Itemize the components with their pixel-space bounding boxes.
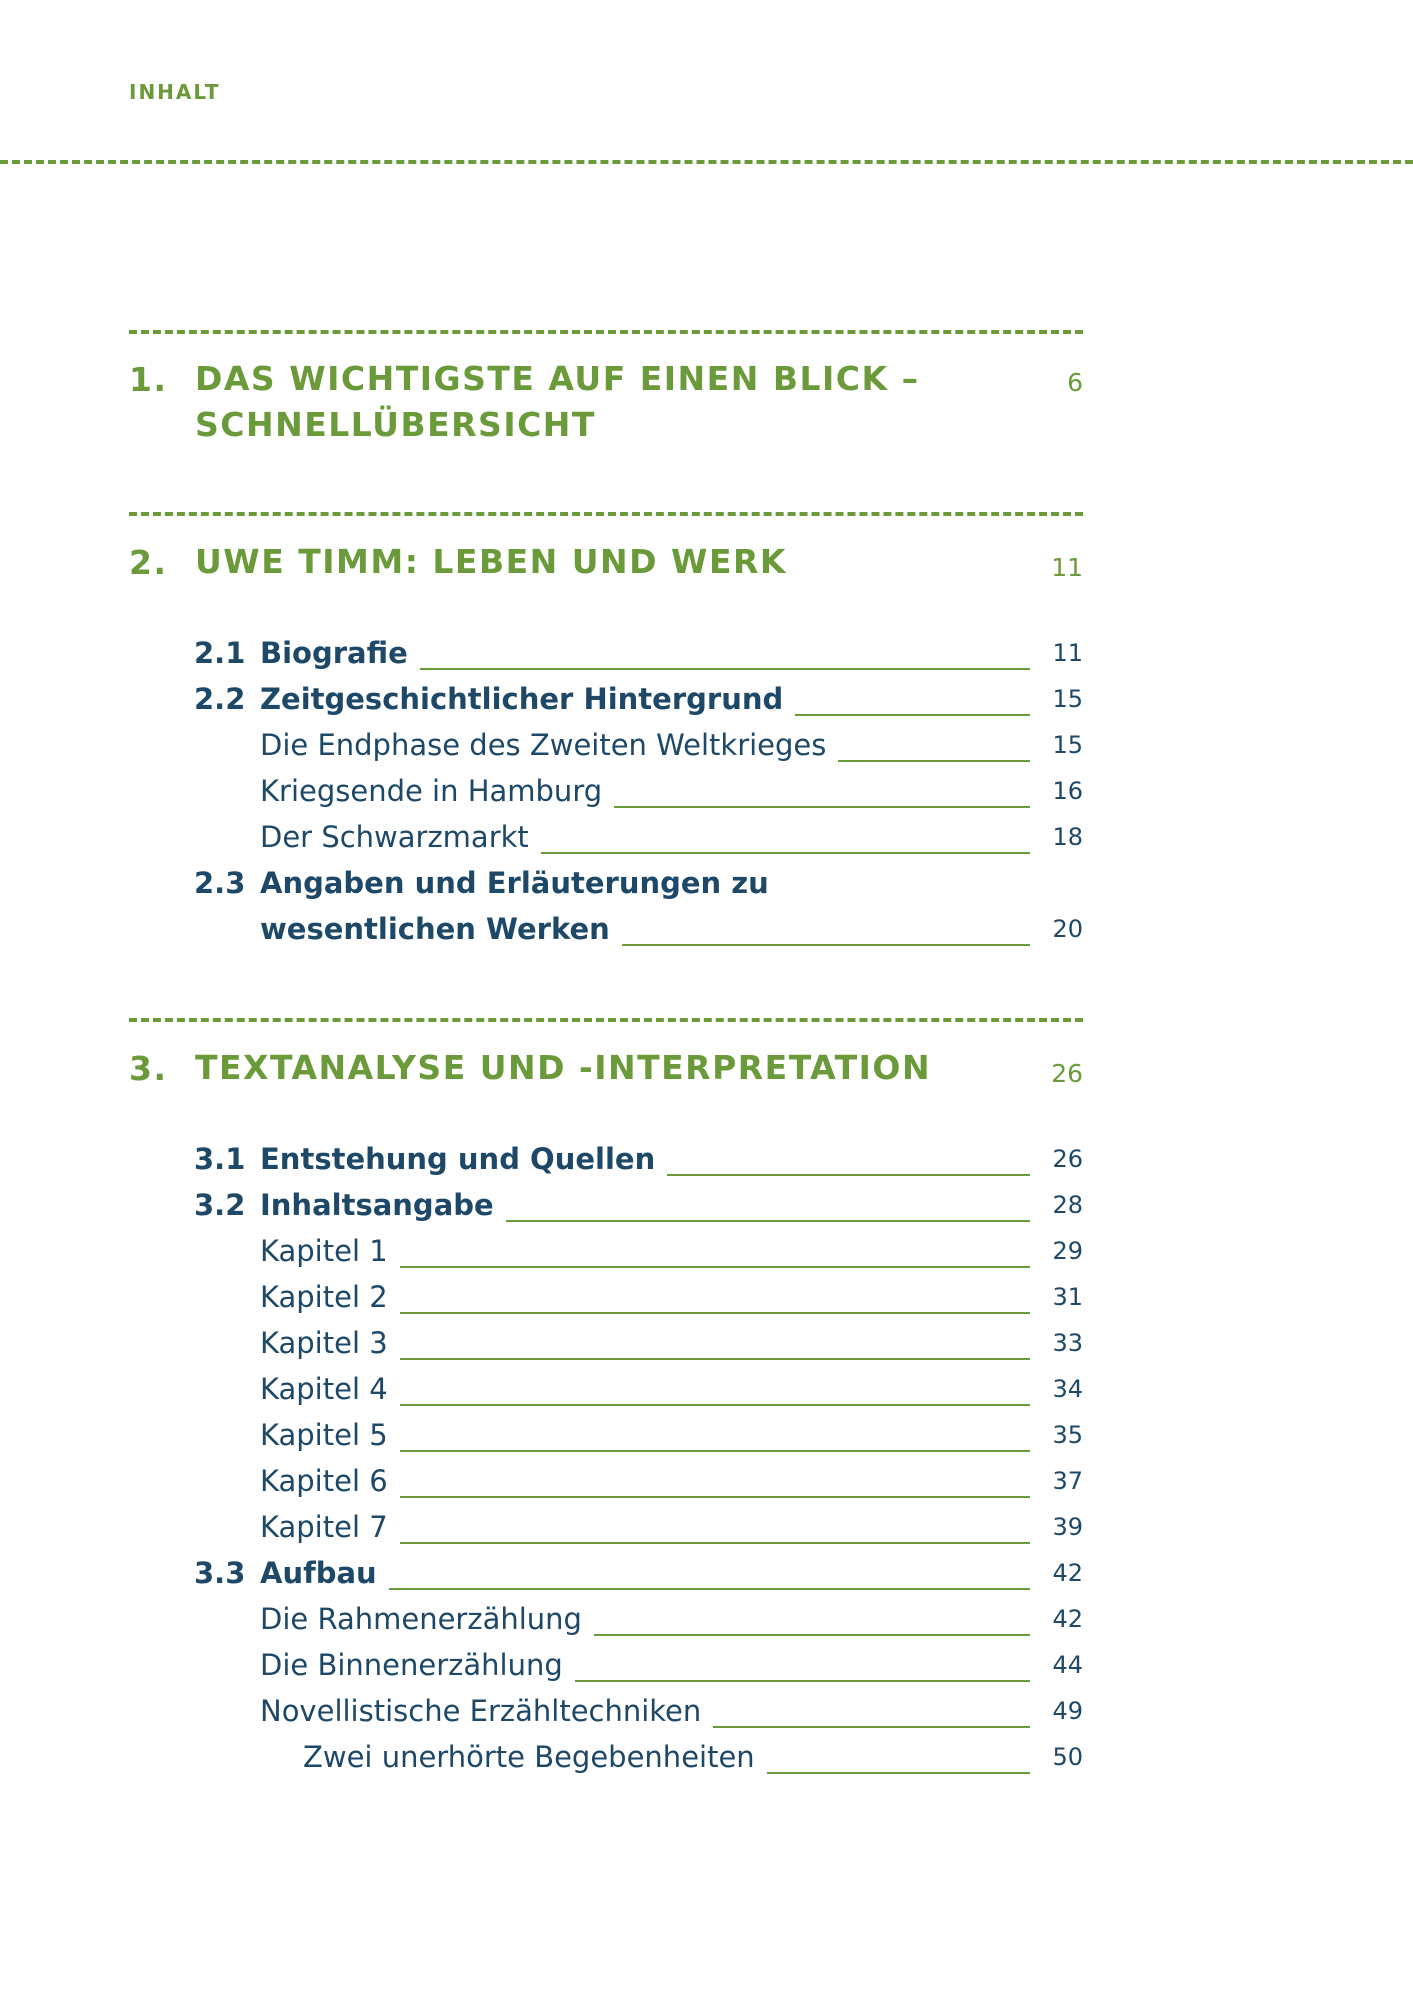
toc-leader-line: [400, 1266, 1030, 1268]
toc-leader-line: [420, 668, 1030, 670]
chapter-3-title-line1: TEXTANALYSE UND -INTERPRETATION: [195, 1048, 932, 1087]
toc-entry-label: Novellistische Erzähltechniken: [260, 1694, 702, 1728]
toc-entry[interactable]: [0, 1602, 1413, 1648]
toc-entry[interactable]: [0, 1694, 1413, 1740]
chapter-1-number: 1.: [129, 360, 168, 399]
toc-entry[interactable]: [0, 728, 1413, 774]
toc-entry[interactable]: [0, 1510, 1413, 1556]
toc-entry-page: 33: [1052, 1329, 1083, 1357]
toc-entry-number: 2.1: [194, 636, 246, 670]
toc-entry-label: Kapitel 4: [260, 1372, 388, 1406]
toc-entry-label: Kapitel 7: [260, 1510, 388, 1544]
toc-leader-line: [389, 1588, 1030, 1590]
toc-entry-number: 3.3: [194, 1556, 246, 1590]
toc-entry[interactable]: [0, 1464, 1413, 1510]
chapter-1-page: 6: [1067, 368, 1083, 397]
chapter-2-title[interactable]: [195, 539, 787, 585]
chapter-3-page: 26: [1051, 1059, 1083, 1088]
toc-entry-label: Kapitel 5: [260, 1418, 388, 1452]
toc-entry-label: wesentlichen Werken: [260, 912, 610, 946]
toc-leader-line: [541, 852, 1030, 854]
header-label: INHALT: [129, 80, 221, 104]
toc-leader-line: [667, 1174, 1030, 1176]
toc-leader-line: [838, 760, 1030, 762]
toc-leader-line: [400, 1450, 1030, 1452]
chapter-1-divider: [129, 330, 1083, 334]
toc-entry-label: Aufbau: [260, 1556, 377, 1590]
toc-entry-label: Zwei unerhörte Begebenheiten: [303, 1740, 755, 1774]
toc-entry-page: 11: [1052, 639, 1083, 667]
toc-leader-line: [400, 1312, 1030, 1314]
toc-entry[interactable]: [0, 1326, 1413, 1372]
toc-entry[interactable]: [0, 1418, 1413, 1464]
toc-entry[interactable]: [0, 1142, 1413, 1188]
toc-entry-label: Angaben und Erläuterungen zu: [260, 866, 769, 900]
toc-entry-page: 28: [1052, 1191, 1083, 1219]
toc-entry-label: Die Rahmenerzählung: [260, 1602, 582, 1636]
toc-entry-page: 20: [1052, 915, 1083, 943]
toc-entry-page: 34: [1052, 1375, 1083, 1403]
toc-entry-number: 3.1: [194, 1142, 246, 1176]
toc-leader-line: [575, 1680, 1030, 1682]
toc-entry[interactable]: [0, 1188, 1413, 1234]
toc-entry-page: 42: [1052, 1559, 1083, 1587]
chapter-2-page: 11: [1051, 553, 1083, 582]
toc-entry-page: 42: [1052, 1605, 1083, 1633]
toc-entry-page: 44: [1052, 1651, 1083, 1679]
toc-entry[interactable]: [0, 1648, 1413, 1694]
toc-entry-label: Die Binnenerzählung: [260, 1648, 563, 1682]
toc-entry-page: 35: [1052, 1421, 1083, 1449]
toc-entry-page: 39: [1052, 1513, 1083, 1541]
toc-leader-line: [713, 1726, 1030, 1728]
toc-leader-line: [767, 1772, 1030, 1774]
toc-entry-label: Kapitel 3: [260, 1326, 388, 1360]
toc-entry-page: 26: [1052, 1145, 1083, 1173]
toc-entry[interactable]: [0, 866, 1413, 912]
toc-entry[interactable]: [0, 682, 1413, 728]
toc-entry-label: Kapitel 2: [260, 1280, 388, 1314]
toc-entry-label: Kapitel 1: [260, 1234, 388, 1268]
toc-leader-line: [400, 1542, 1030, 1544]
toc-entry[interactable]: [0, 1372, 1413, 1418]
toc-entry-label: Entstehung und Quellen: [260, 1142, 656, 1176]
toc-entry-page: 50: [1052, 1743, 1083, 1771]
toc-entry[interactable]: [0, 774, 1413, 820]
chapter-3-divider: [129, 1018, 1083, 1022]
toc-entry-label: Zeitgeschichtlicher Hintergrund: [260, 682, 784, 716]
chapter-2-title-line1: UWE TIMM: LEBEN UND WERK: [195, 542, 787, 581]
header-divider: [0, 160, 1413, 164]
toc-entry-label: Der Schwarzmarkt: [260, 820, 529, 854]
toc-entry-label: Biografie: [260, 636, 408, 670]
toc-entry[interactable]: [0, 636, 1413, 682]
toc-entry-page: 15: [1052, 685, 1083, 713]
chapter-3-number: 3.: [129, 1049, 168, 1088]
chapter-1-title-line2: SCHNELLÜBERSICHT: [195, 405, 596, 444]
toc-entry-page: 16: [1052, 777, 1083, 805]
toc-leader-line: [400, 1358, 1030, 1360]
toc-leader-line: [594, 1634, 1030, 1636]
toc-entry[interactable]: [0, 912, 1413, 958]
toc-entry[interactable]: [0, 1234, 1413, 1280]
toc-entry[interactable]: [0, 1740, 1413, 1786]
toc-entry-label: Kapitel 6: [260, 1464, 388, 1498]
toc-entry-number: 3.2: [194, 1188, 246, 1222]
toc-leader-line: [400, 1404, 1030, 1406]
chapter-3-title[interactable]: [195, 1045, 931, 1091]
toc-entry-page: 18: [1052, 823, 1083, 851]
toc-leader-line: [614, 806, 1030, 808]
toc-entry[interactable]: [0, 1556, 1413, 1602]
toc-entry-page: 15: [1052, 731, 1083, 759]
chapter-1-title[interactable]: [195, 356, 920, 448]
toc-entry-page: 29: [1052, 1237, 1083, 1265]
toc-leader-line: [795, 714, 1030, 716]
chapter-1-title-line1: DAS WICHTIGSTE AUF EINEN BLICK –: [195, 359, 920, 398]
toc-leader-line: [400, 1496, 1030, 1498]
toc-entry-page: 37: [1052, 1467, 1083, 1495]
chapter-2-number: 2.: [129, 543, 168, 582]
toc-entry[interactable]: [0, 820, 1413, 866]
toc-entry-page: 31: [1052, 1283, 1083, 1311]
toc-leader-line: [506, 1220, 1030, 1222]
toc-entry-number: 2.2: [194, 682, 246, 716]
toc-entry[interactable]: [0, 1280, 1413, 1326]
toc-leader-line: [622, 944, 1030, 946]
toc-entry-label: Kriegsende in Hamburg: [260, 774, 603, 808]
chapter-2-divider: [129, 512, 1083, 516]
toc-entry-number: 2.3: [194, 866, 246, 900]
toc-entry-label: Die Endphase des Zweiten Weltkrieges: [260, 728, 827, 762]
toc-entry-page: 49: [1052, 1697, 1083, 1725]
toc-entry-label: Inhaltsangabe: [260, 1188, 494, 1222]
